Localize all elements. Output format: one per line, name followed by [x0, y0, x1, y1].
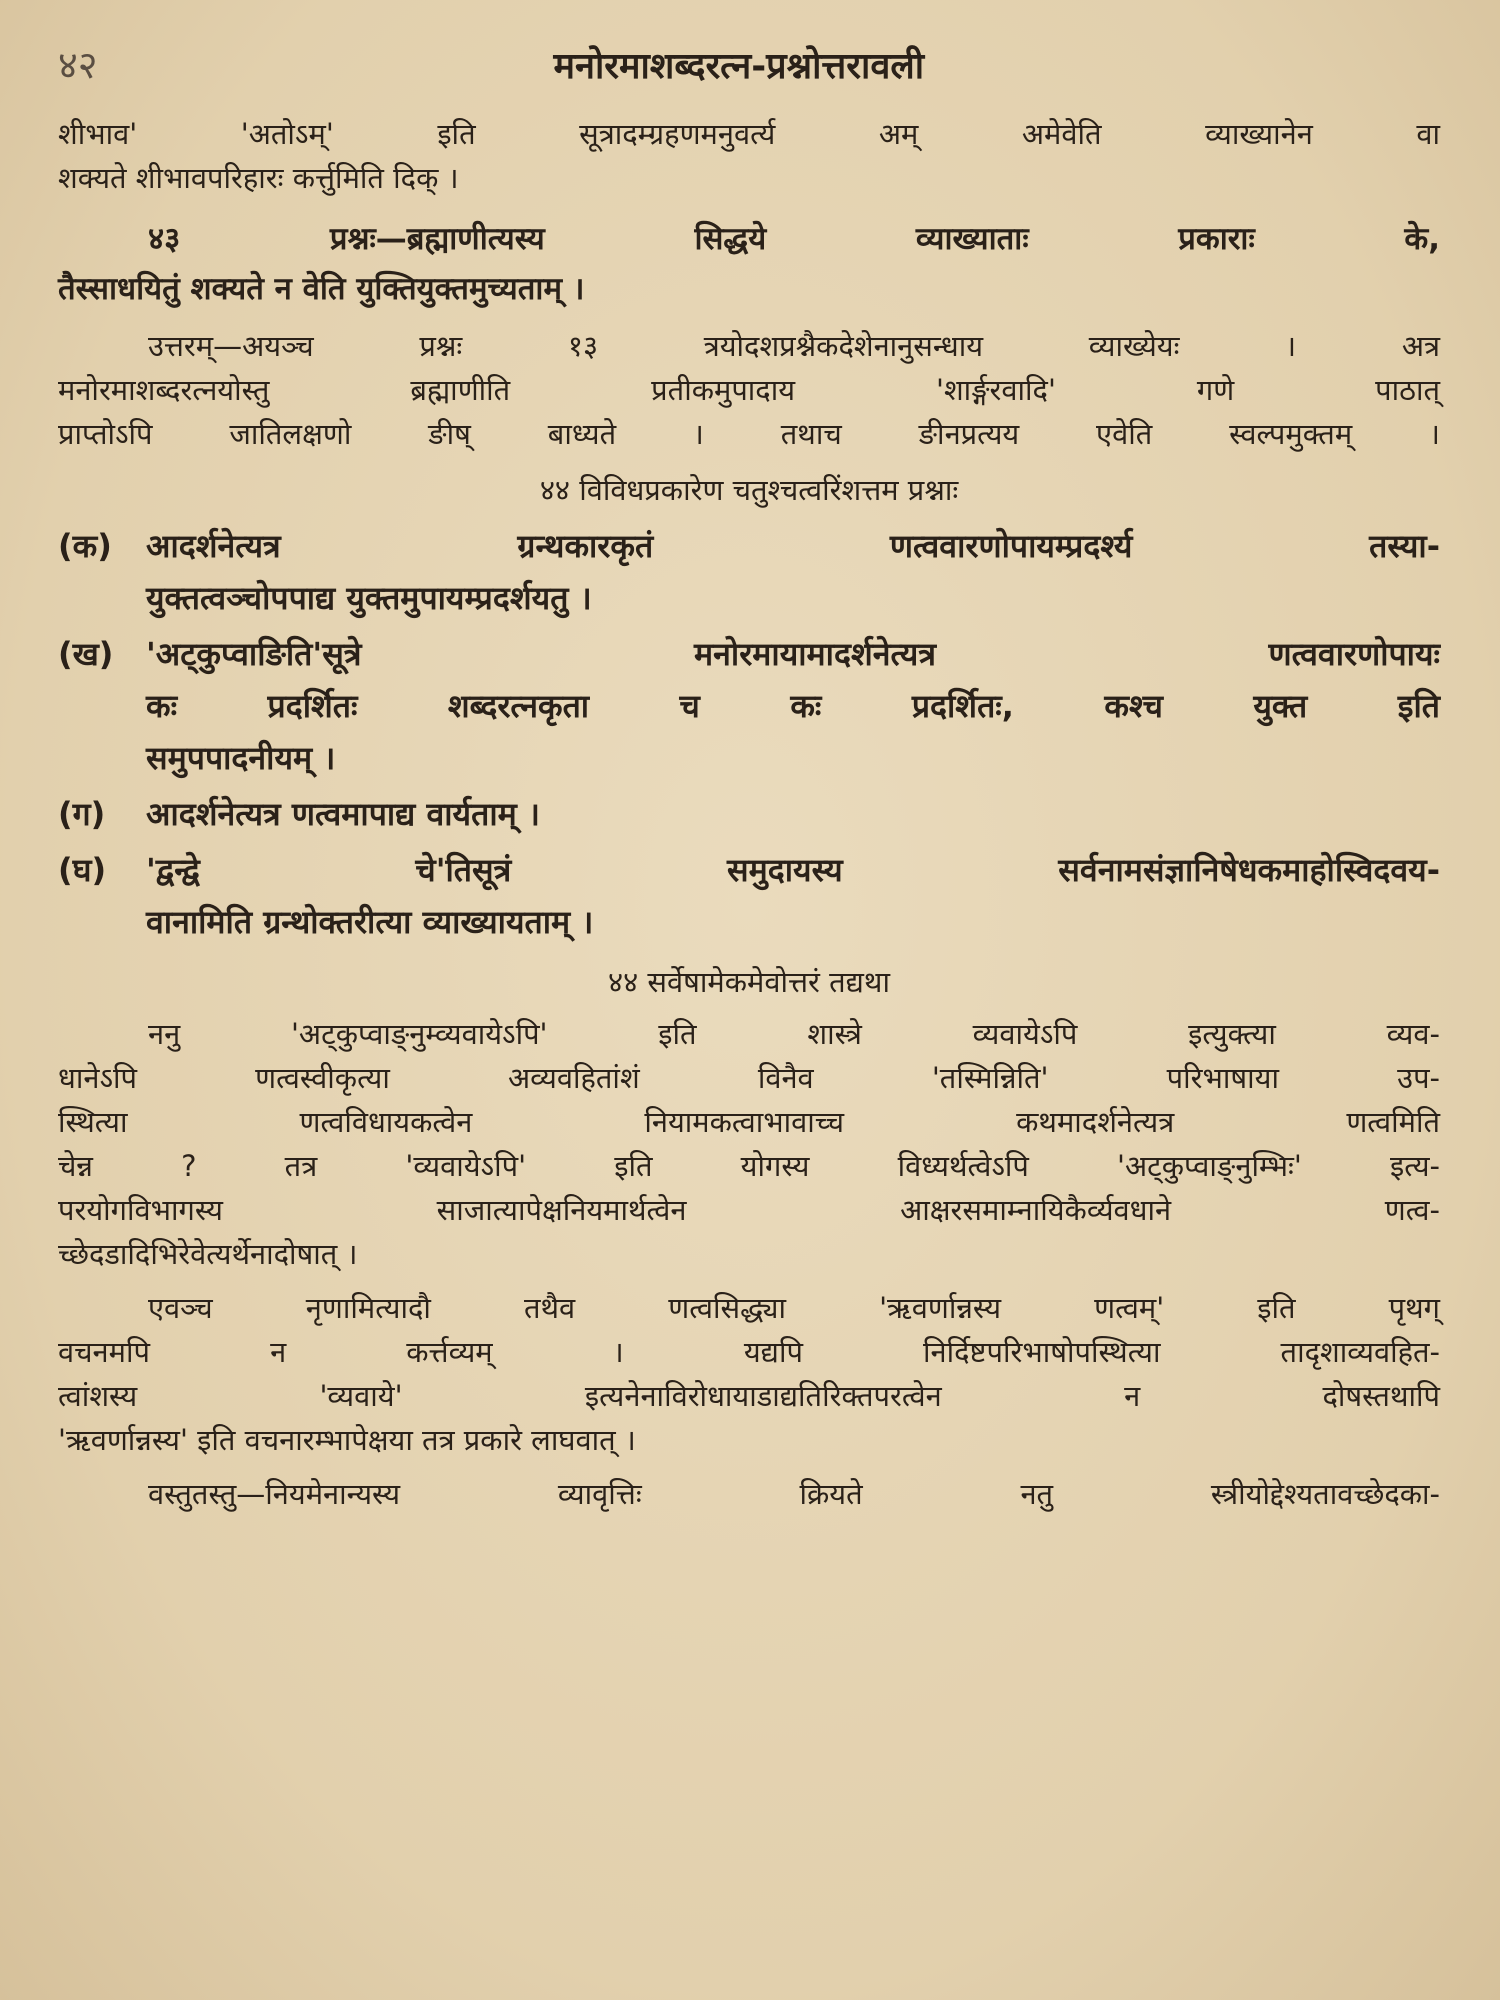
item-line: आदर्शनेत्यत्र ग्रन्थकारकृतं णत्ववारणोपायम्प्रदर्श्य तस्या-	[146, 527, 1440, 565]
answer-line: परयोगविभागस्य साजात्यापेक्षनियमार्थत्वेन आक्षरसमाम्नायिकैर्व्यवधाने णत्व-	[58, 1193, 1440, 1227]
item-line: समुपपादनीयम् ।	[146, 739, 336, 777]
answer-44-paragraph-2	[58, 1286, 1440, 1462]
question-item-ga	[58, 788, 1440, 840]
answer-line: ननु 'अट्कुप्वाङ्नुम्व्यवायेऽपि' इति शास्त्रे व्यवायेऽपि इत्युक्त्या व्यव-	[148, 1017, 1440, 1051]
page-number: ४२	[58, 43, 98, 87]
running-title: मनोरमाशब्दरत्न-प्रश्नोत्तरावली	[553, 46, 925, 87]
answer-43	[58, 324, 1440, 456]
answer-line: वचनमपि न कर्त्तव्यम् । यद्यपि निर्दिष्टपरिभाषोपस्थित्या तादृशाव्यवहित-	[58, 1335, 1440, 1369]
answer-line: त्वांशस्य 'व्यवाये' इत्यनेनाविरोधायाडाद्यतिरिक्तपरत्वेन न दोषस्तथापि	[58, 1379, 1440, 1413]
intro-paragraph	[58, 112, 1440, 200]
answer-line: च्छेदडादिभिरेवेत्यर्थेनादोषात् ।	[58, 1237, 358, 1271]
item-line: वानामिति ग्रन्थोक्तरीत्या व्याख्यायताम् ।	[146, 903, 594, 941]
answer-44-paragraph-1	[58, 1012, 1440, 1276]
answer-line: धानेऽपि णत्वस्वीकृत्या अव्यवहितांशं विनैव 'तस्मिन्निति' परिभाषाया उप-	[58, 1061, 1440, 1095]
item-line: 'द्वन्द्वे चे'तिसूत्रं समुदायस्य सर्वनामसंज्ञानिषेधकमाहोस्विदवय-	[146, 851, 1440, 889]
item-line: कः प्रदर्शितः शब्दरत्नकृता च कः प्रदर्शितः, कश्च युक्त इति	[146, 687, 1440, 725]
question-43	[58, 214, 1440, 314]
answer-line: 'ऋवर्णान्नस्य' इति वचनारम्भापेक्षया तत्र प्रकारे लाघवात् ।	[58, 1423, 636, 1457]
item-label: (क)	[58, 527, 112, 565]
answer-44-paragraph-3	[58, 1472, 1440, 1516]
intro-line: शीभाव' 'अतोऽम्' इति सूत्रादम्ग्रहणमनुवर्त्य अम् अमेवेति व्याख्यानेन वा	[58, 117, 1440, 151]
page-header	[58, 38, 1440, 96]
question-43-line: तैस्साधयितुं शक्यते न वेति युक्तियुक्तमुच्यताम् ।	[58, 271, 585, 307]
question-43-line: ४३ प्रश्नः—ब्रह्माणीत्यस्य सिद्धये व्याख्याताः प्रकाराः के,	[148, 221, 1440, 257]
answer-44-heading: ४४ सर्वेषामेकमेवोत्तरं तद्यथा	[608, 965, 890, 999]
question-44-items	[58, 520, 1440, 948]
item-line: आदर्शनेत्यत्र णत्वमापाद्य वार्यताम् ।	[146, 795, 541, 833]
item-label: (घ)	[58, 851, 107, 889]
answer-43-line: प्राप्तोऽपि जातिलक्षणो ङीष् बाध्यते । तथाच ङीनप्रत्यय एवेति स्वल्पमुक्तम् ।	[58, 417, 1440, 451]
item-line: युक्तत्वञ्चोपपाद्य युक्तमुपायम्प्रदर्शयतु ।	[146, 579, 592, 617]
question-item-ka	[58, 520, 1440, 624]
answer-line: चेन्न ? तत्र 'व्यवायेऽपि' इति योगस्य विध्यर्थत्वेऽपि 'अट्कुप्वाङ्नुम्भिः' इत्य-	[58, 1149, 1440, 1183]
item-line: 'अट्कुप्वाङिति'सूत्रे मनोरमायामादर्शनेत्यत्र णत्ववारणोपायः	[146, 635, 1440, 673]
answer-line: एवञ्च नृणामित्यादौ तथैव णत्वसिद्ध्या 'ऋवर्णान्नस्य णत्वम्' इति पृथग्	[148, 1291, 1440, 1325]
item-label: (ख)	[58, 635, 114, 673]
answer-43-line: उत्तरम्—अयञ्च प्रश्नः १३ त्रयोदशप्रश्नैकदेशेनानुसन्धाय व्याख्येयः । अत्र	[148, 329, 1440, 363]
intro-line: शक्यते शीभावपरिहारः कर्त्तुमिति दिक् ।	[58, 161, 459, 195]
item-label: (ग)	[58, 795, 106, 833]
answer-line: वस्तुतस्तु—नियमेनान्यस्य व्यावृत्तिः क्रियते नतु स्त्रीयोद्देश्यतावच्छेदका-	[148, 1477, 1440, 1511]
question-44-heading: ४४ विविधप्रकारेण चतुश्चत्वरिंशत्तम प्रश्नाः	[539, 473, 959, 507]
question-item-kha	[58, 628, 1440, 784]
question-item-gha	[58, 844, 1440, 948]
answer-line: स्थित्या णत्वविधायकत्वेन नियामकत्वाभावाच्च कथमादर्शनेत्यत्र णत्वमिति	[58, 1105, 1440, 1139]
answer-43-line: मनोरमाशब्दरत्नयोस्तु ब्रह्माणीति प्रतीकमुपादाय 'शार्ङ्गरवादि' गणे पाठात्	[58, 373, 1440, 407]
